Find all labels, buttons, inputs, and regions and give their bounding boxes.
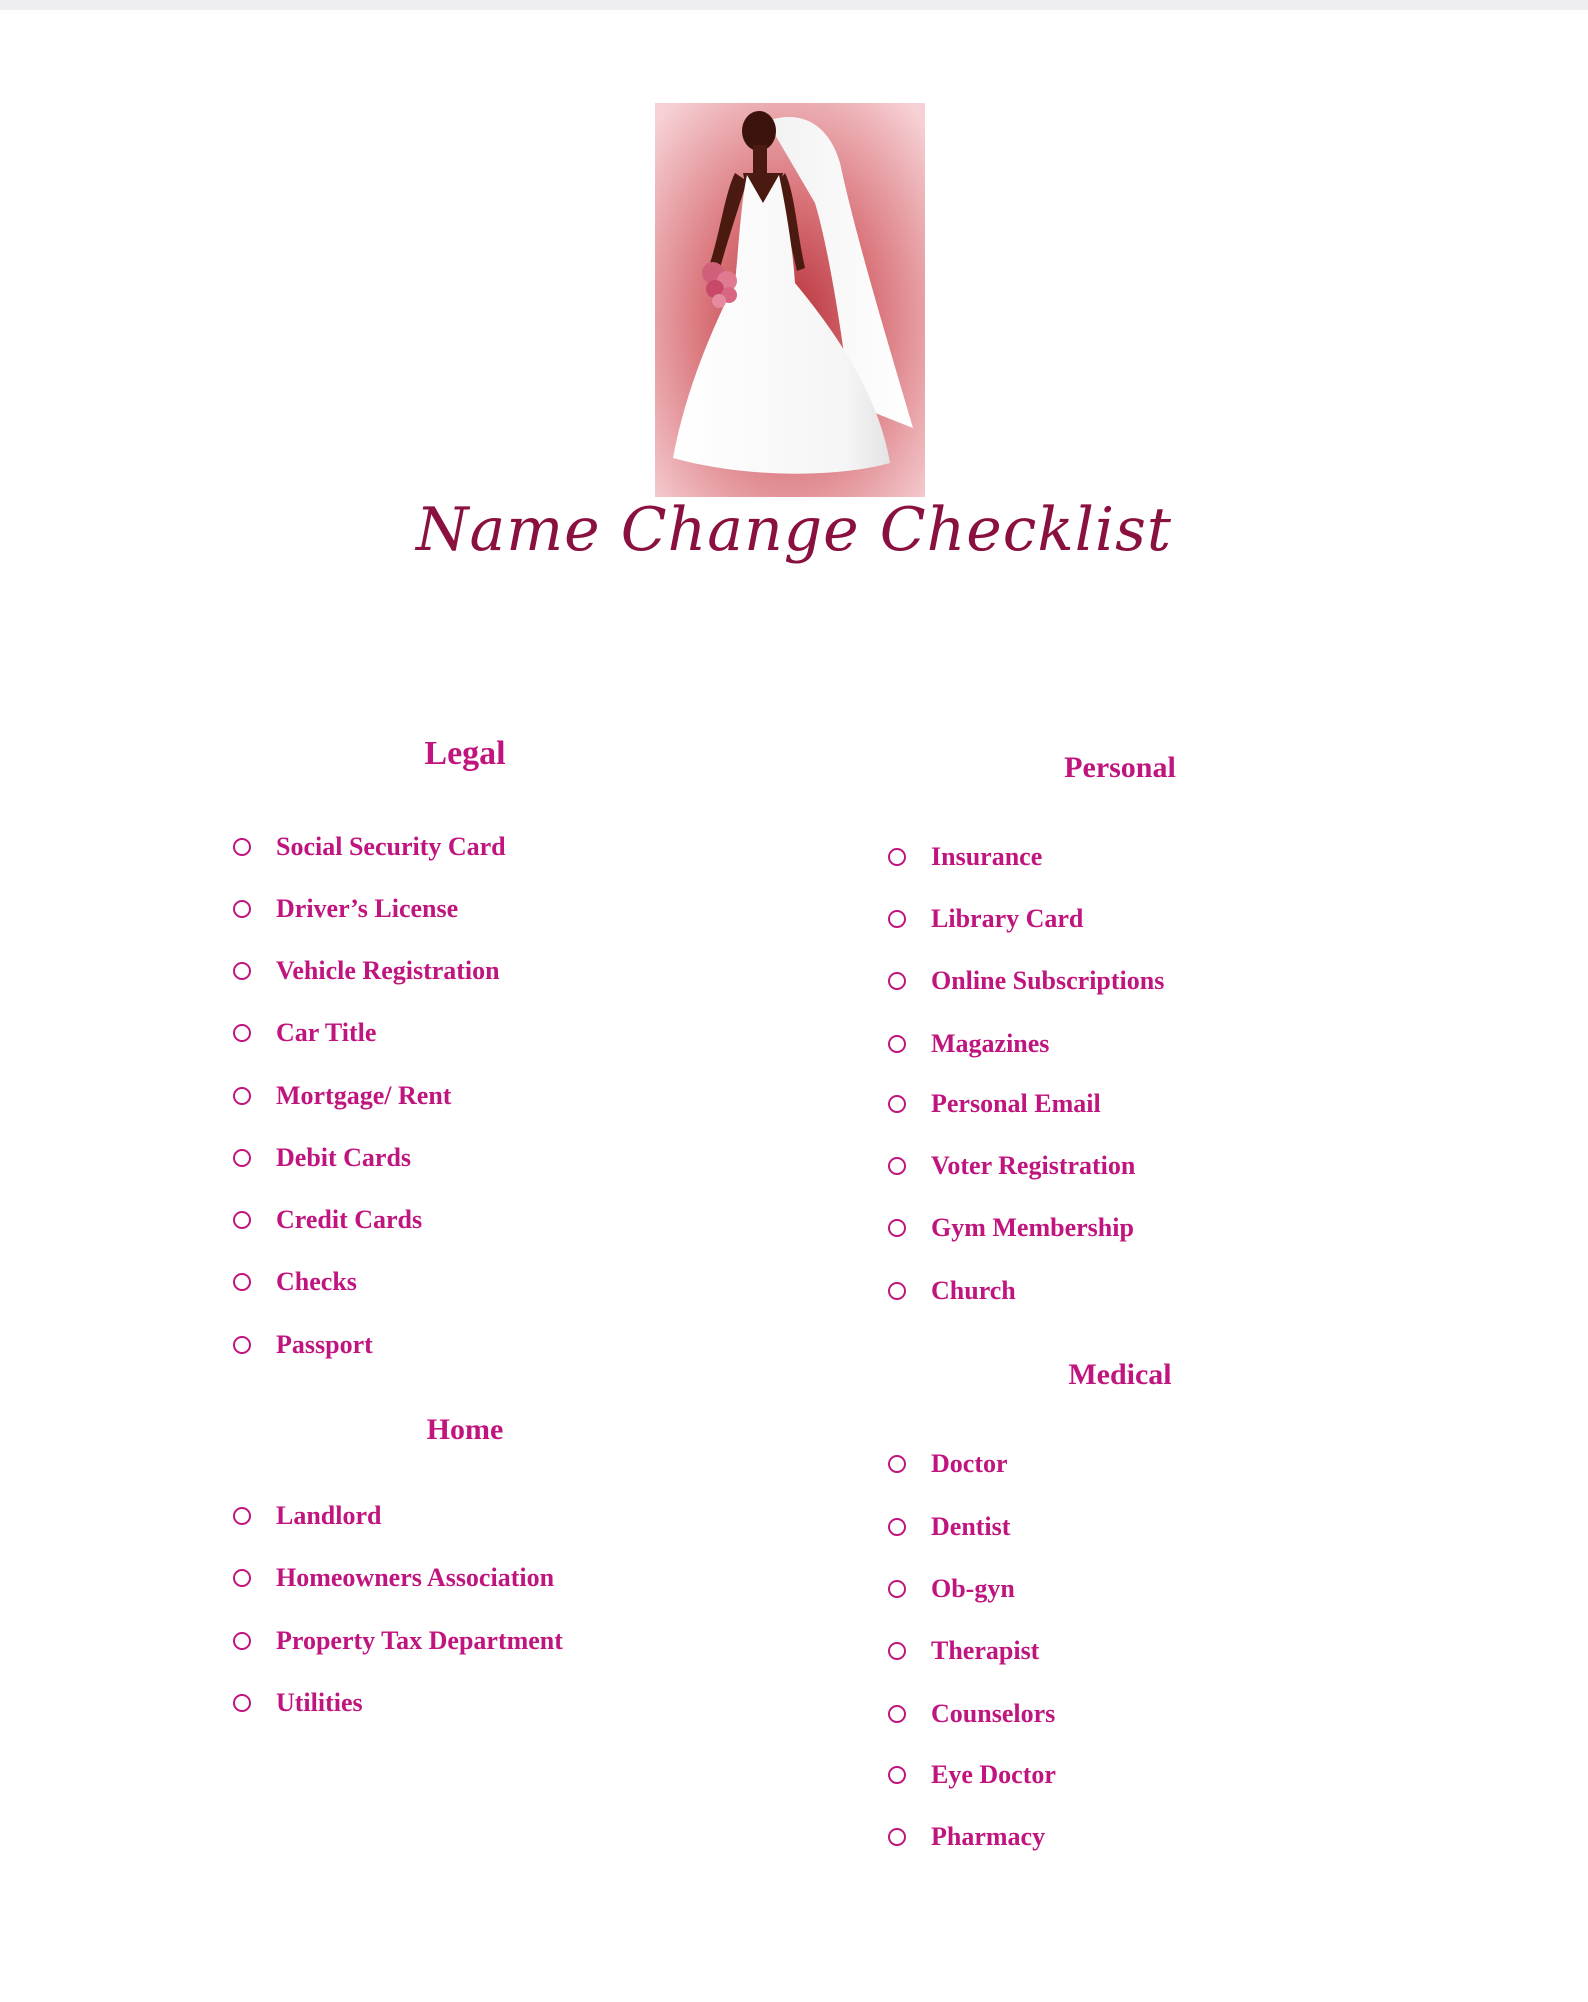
radio-circle-icon[interactable] [888, 1828, 906, 1846]
medical-item-label: Ob-gyn [931, 1574, 1015, 1603]
radio-circle-icon[interactable] [888, 1518, 906, 1536]
radio-circle-icon[interactable] [888, 1282, 906, 1300]
medical-item-label: Doctor [931, 1449, 1008, 1478]
legal-item-label: Driver’s License [276, 894, 459, 923]
personal-item[interactable] [888, 1084, 1101, 1124]
radio-circle-icon[interactable] [233, 1632, 251, 1650]
legal-item[interactable] [233, 1200, 422, 1240]
personal-item[interactable] [888, 1146, 1135, 1186]
radio-circle-icon[interactable] [888, 910, 906, 928]
radio-circle-icon[interactable] [888, 848, 906, 866]
legal-item[interactable] [233, 1325, 373, 1365]
radio-circle-icon[interactable] [888, 1705, 906, 1723]
personal-item-label: Gym Membership [931, 1213, 1134, 1242]
radio-circle-icon[interactable] [233, 1211, 251, 1229]
radio-circle-icon[interactable] [888, 1157, 906, 1175]
personal-item-label: Library Card [931, 904, 1084, 933]
medical-item[interactable] [888, 1569, 1015, 1609]
radio-circle-icon[interactable] [233, 1273, 251, 1291]
radio-circle-icon[interactable] [888, 1219, 906, 1237]
legal-item[interactable] [233, 1138, 411, 1178]
legal-item[interactable] [233, 951, 500, 991]
legal-item-label: Credit Cards [276, 1205, 423, 1234]
radio-circle-icon[interactable] [888, 1642, 906, 1660]
radio-circle-icon[interactable] [233, 1507, 251, 1525]
radio-circle-icon[interactable] [233, 1087, 251, 1105]
legal-item[interactable] [233, 827, 506, 867]
home-item[interactable] [233, 1558, 554, 1598]
legal-item-label: Car Title [276, 1018, 377, 1047]
bride-logo-icon [655, 103, 925, 497]
personal-item-label: Church [931, 1276, 1016, 1305]
legal-item-label: Mortgage/ Rent [276, 1081, 452, 1110]
personal-item-label: Insurance [931, 842, 1043, 871]
medical-item-label: Pharmacy [931, 1822, 1046, 1851]
personal-item[interactable] [888, 1208, 1134, 1248]
radio-circle-icon[interactable] [233, 1569, 251, 1587]
radio-circle-icon[interactable] [233, 1149, 251, 1167]
home-item-label: Utilities [276, 1688, 363, 1717]
home-item[interactable] [233, 1683, 363, 1723]
home-item[interactable] [233, 1621, 563, 1661]
medical-item[interactable] [888, 1444, 1008, 1484]
personal-item[interactable] [888, 837, 1042, 877]
medical-item-label: Counselors [931, 1699, 1056, 1728]
radio-circle-icon[interactable] [233, 838, 251, 856]
legal-item[interactable] [233, 1013, 376, 1053]
personal-item-label: Voter Registration [931, 1151, 1136, 1180]
medical-heading: Medical [1068, 1358, 1172, 1391]
home-item-label: Homeowners Association [276, 1563, 555, 1592]
page-title: Name Change Checklist [416, 495, 1172, 565]
medical-item[interactable] [888, 1817, 1045, 1857]
radio-circle-icon[interactable] [233, 1694, 251, 1712]
medical-item[interactable] [888, 1507, 1010, 1547]
medical-item[interactable] [888, 1694, 1055, 1734]
legal-item-label: Social Security Card [276, 832, 506, 861]
medical-item-label: Dentist [931, 1512, 1011, 1541]
medical-item[interactable] [888, 1631, 1039, 1671]
radio-circle-icon[interactable] [888, 972, 906, 990]
personal-item-label: Online Subscriptions [931, 966, 1165, 995]
home-heading: Home [426, 1413, 504, 1446]
radio-circle-icon[interactable] [888, 1766, 906, 1784]
radio-circle-icon[interactable] [888, 1580, 906, 1598]
top-strip [0, 0, 1588, 10]
radio-circle-icon[interactable] [233, 1336, 251, 1354]
medical-item-label: Therapist [931, 1636, 1040, 1665]
legal-item[interactable] [233, 1076, 451, 1116]
legal-item[interactable] [233, 889, 458, 929]
radio-circle-icon[interactable] [233, 900, 251, 918]
personal-item[interactable] [888, 1271, 1016, 1311]
radio-circle-icon[interactable] [888, 1095, 906, 1113]
legal-item-label: Checks [276, 1267, 357, 1296]
legal-heading: Legal [424, 735, 506, 772]
home-item-label: Property Tax Department [276, 1626, 563, 1655]
radio-circle-icon[interactable] [233, 1024, 251, 1042]
radio-circle-icon[interactable] [888, 1035, 906, 1053]
medical-item-label: Eye Doctor [931, 1760, 1056, 1789]
legal-item-label: Vehicle Registration [276, 956, 500, 985]
legal-item-label: Passport [276, 1330, 373, 1359]
home-item[interactable] [233, 1496, 382, 1536]
personal-item[interactable] [888, 899, 1083, 939]
medical-item[interactable] [888, 1755, 1056, 1795]
personal-heading: Personal [1064, 751, 1176, 784]
legal-item[interactable] [233, 1262, 357, 1302]
radio-circle-icon[interactable] [888, 1455, 906, 1473]
radio-circle-icon[interactable] [233, 962, 251, 980]
personal-item[interactable] [888, 961, 1164, 1001]
personal-item-label: Personal Email [931, 1089, 1101, 1118]
personal-item-label: Magazines [931, 1029, 1050, 1058]
personal-item[interactable] [888, 1024, 1049, 1064]
home-item-label: Landlord [276, 1501, 382, 1530]
legal-item-label: Debit Cards [276, 1143, 412, 1172]
